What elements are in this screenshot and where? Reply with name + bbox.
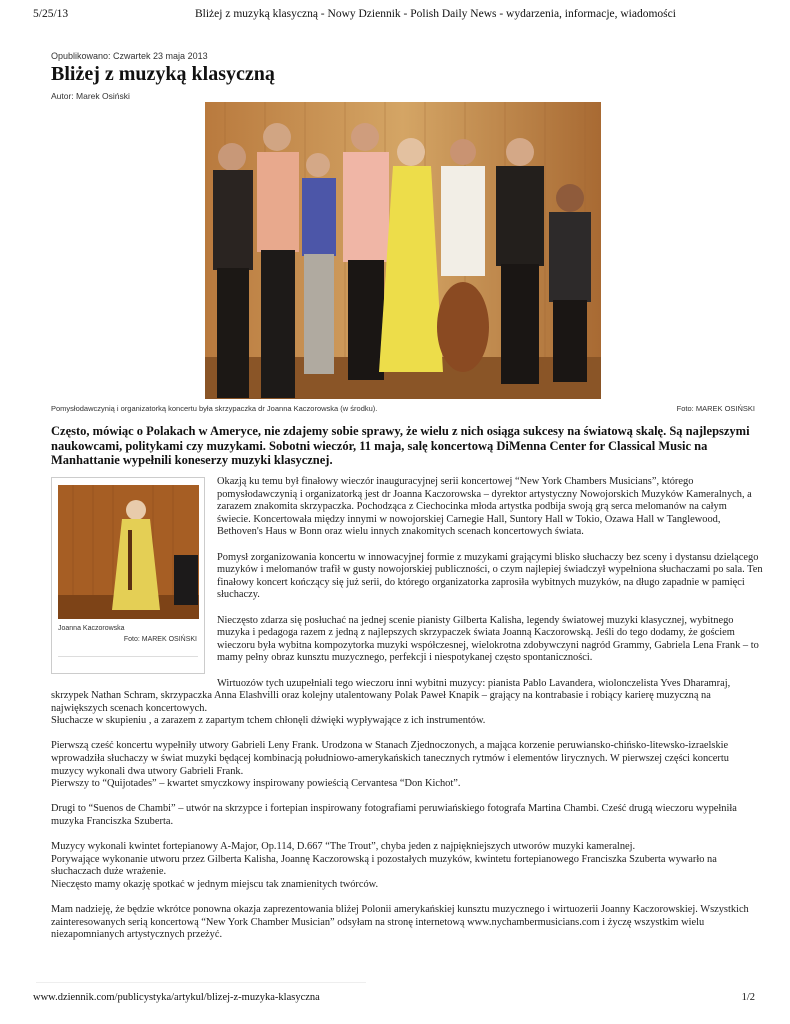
photo-credit: Foto: MAREK OSIŃSKI — [676, 404, 755, 413]
paragraph: Okazją ku temu był finałowy wieczór inauguracyjnej serii koncertowej “New York Chambers Musicians”, którego pomysłodawczynią i organizatorką jest dr Joanna Kaczorowska – dyrektor artystyczny Nowojorskich Muzyków Kameralnych, a zarazem znakomita skrzypaczka. Pochodząca z Ciechocinka młoda artystka podbija swoją grą serca melomanów na całym świecie. Koncertowała między innymi w nowojorskiej Carnegie Hall, Suntory Hall w Tokio, Ozawa Hall w Tanglewood, Bethoven's Haus w Bonn oraz wielu innych znakomitych scenach koncertowych świata. — [217, 476, 752, 538]
paragraph: Wirtuozów tych uzupełniali tego wieczoru inni wybitni muzycy: pianista Pablo Lavandera, wiolonczelista Yves Dharamraj, skrzypek Nathan Schram, skrzypaczka Anna Elashvilli oraz kolejny utalentowany Polak Paweł Knapik – grający na kontrabasie i robiący karierę muzyczną na największych scenach koncertowych. Słuchacze w skupieniu , a zarazem z zapartym tchem chłonęli dźwięki wypływające z ich instrumentów. — [51, 677, 731, 727]
float-spacer — [51, 476, 217, 688]
page-number: 1/2 — [741, 992, 755, 1003]
article-author: Autor: Marek Osiński — [51, 91, 130, 101]
side-photo-caption: Joanna Kaczorowska — [58, 625, 125, 632]
article-title: Bliżej z muzyką klasyczną — [51, 63, 275, 85]
paragraph: Muzycy wykonali kwintet fortepianowy A-Major, Op.114, D.667 “The Trout”, chyba jeden z najpiękniejszych utworów muzyki kameralnej. Porywające wykonanie utworu przez Gilberta Kalisha, Joannę Kaczorowską i pozostałych muzyków, kwintetu fortepianowego Franciszka Szuberta wywarło na słuchaczach duże wrażenie. Nieczęsto mamy okazję spotkać w jednym miejscu tak znamienitych twórców. — [51, 841, 717, 890]
paragraph: Nieczęsto zdarza się posłuchać na jednej scenie pianisty Gilberta Kalisha, legendy światowej muzyki klasycznej, wybitnego muzyka i pedagoga razem z jedną z najlepszych skrzypaczek świata Joanną Kaczorowską. Jeśli do tego dodamy, że gościem wieczoru była wybitna kompozytorka muzyki współczesnej, wielokrotna zdobywczyni nagród Grammy, Gabriela Lena Frank – to mamy pełny obraz kunsztu muzycznego, perfekcji i niespotykanej często spontaniczności. — [217, 614, 759, 664]
print-date: 5/25/13 — [33, 8, 69, 20]
main-photo — [205, 102, 601, 399]
article-lead: Często, mówiąc o Polakach w Ameryce, nie zdajemy sobie sprawy, że wielu z nich osiąga sukcesy na światową skalę. Są najlepszymi naukowcami, politykami czy muzykami. Sobotni wieczór, 11 maja, salę koncertową DiMenna Center for Classical Music na Manhattanie wypełnili koneserzy muzyki klasycznej. — [51, 424, 750, 467]
footer-divider — [36, 982, 366, 983]
photo-caption: Pomysłodawczynią i organizatorką koncertu była skrzypaczka dr Joanna Kaczorowska (w środku). — [51, 404, 378, 413]
paragraph: Drugi to “Suenos de Chambi” – utwór na skrzypce i fortepian inspirowany fotografiami peruwiańskiego fotografa Martina Chambi. Cześć drugą wieczoru wypełniła muzyka Franciszka Szuberta. — [51, 803, 737, 828]
article-body — [51, 476, 763, 955]
print-url: www.dziennik.com/publicystyka/artykul/blizej-z-muzyka-klasyczna — [33, 992, 320, 1003]
paragraph: Mam nadzieję, że będzie wkrótce ponowna okazja zaprezentowania bliżej Polonii amerykańskiej kunsztu muzycznego i wirtuozerii Joanny Kaczorowskiej. Wszystkich zainteresowanych serią koncertową “New York Chamber Musician” odsyłam na stronę internetową www.nychambermusicians.com i życzę wszystkim wielu niezapomnianych artystycznych przeżyć. — [51, 904, 749, 941]
published-date: Opublikowano: Czwartek 23 maja 2013 — [51, 51, 208, 61]
paragraph: Pomysł zorganizowania koncertu w innowacyjnej formie z muzykami grającymi blisko słuchaczy bez sceny i dystansu dzielącego muzyków i melomanów trafił w gusty nowojorskiej publiczności, o czym najlepiej świadczył wypełniona słuchaczami po sala. Ten finałowy koncert kończący się już serii, do którego organizatorka zaprosiła wybitnych muzyków, na długo zapadnie w pamięci słuchaczy. — [217, 551, 763, 601]
side-photo-credit: Foto: MAREK OSIŃSKI — [123, 636, 197, 643]
print-page-title: Bliżej z muzyką klasyczną - Nowy Dziennik - Polish Daily News - wydarzenia, informacje, wiadomości — [195, 8, 676, 20]
paragraph: Pierwszą cześć koncertu wypełniły utwory Gabrieli Leny Frank. Urodzona w Stanach Zjednoczonych, a mająca korzenie peruwiansko-chińsko-litewsko-izraelskie wprowadziła słuchaczy w świat muzyki będącej kombinacją południowo-amerykańskich tanecznych rytmów i elementów lirycznych. W pierwszej części koncertu muzycy wykonali dwa utwory Gabrieli Frank. Pierwszy to “Quijotades” – kwartet smyczkowy inspirowany powieścią Cervantesa “Don Kichot”. — [51, 740, 729, 790]
